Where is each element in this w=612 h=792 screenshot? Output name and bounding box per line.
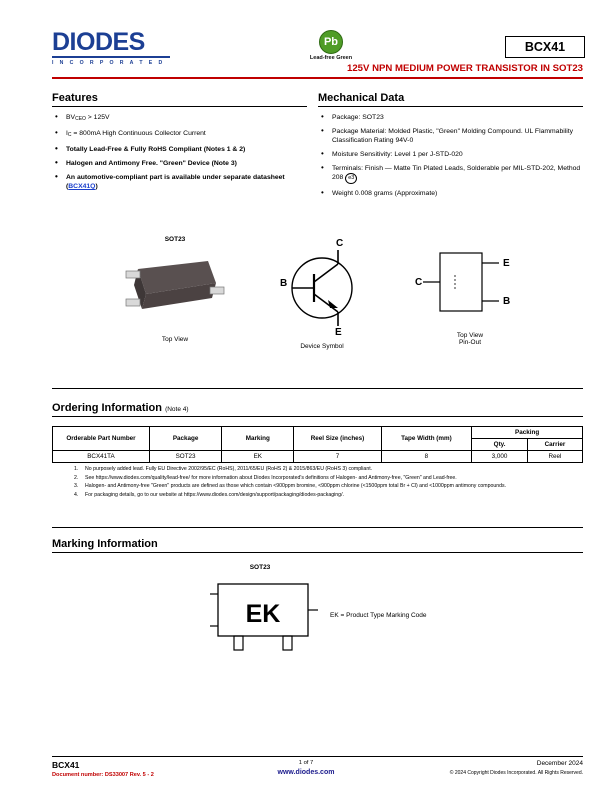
footer-copyright: © 2024 Copyright Diodes Incorporated. All Rights Reserved.: [449, 770, 583, 776]
note-number: 2.: [74, 474, 79, 481]
cell-part-number: BCX41TA: [53, 451, 150, 463]
cell-qty: 3,000: [472, 451, 528, 463]
features-rule: [52, 106, 307, 107]
title-divider: [52, 77, 583, 79]
marking-package-label: SOT23: [249, 564, 271, 571]
device-symbol-caption: Device Symbol: [300, 343, 344, 350]
list-item: • Halogen and Antimony Free. "Green" Device (Note 3): [52, 159, 307, 168]
package-label: SOT23: [164, 236, 186, 243]
svg-text:E: E: [335, 327, 342, 336]
table-header-row: [53, 427, 583, 439]
diodes-logo: [52, 30, 172, 66]
ordering-heading: [52, 402, 583, 414]
list-item: • Package Material: Molded Plastic, "Green" Molding Compound. UL Flammability Classification Rating 94V-0: [318, 127, 583, 145]
note-item: [74, 466, 583, 473]
lead-free-caption: Lead-free Green: [309, 55, 353, 61]
col-reel-size: Reel Size (inches): [294, 427, 381, 451]
part-number-box: BCX41: [505, 36, 585, 58]
footer-website-link[interactable]: www.diodes.com: [277, 769, 335, 776]
svg-text:B: B: [280, 278, 288, 289]
marking-legend: EK = Product Type Marking Code: [330, 612, 427, 619]
svg-text:C: C: [415, 277, 423, 288]
mechanical-heading: Mechanical Data: [318, 92, 405, 104]
lead-free-badge: [296, 30, 366, 61]
mechanical-rule: [318, 106, 583, 107]
section-divider-2: [52, 527, 583, 528]
ordering-notes: [74, 466, 583, 500]
svg-text:B: B: [503, 296, 511, 307]
note-number: 3.: [74, 483, 79, 489]
cell-reel-size: 7: [294, 451, 381, 463]
col-package: Package: [149, 427, 221, 451]
col-qty: Qty.: [472, 439, 528, 451]
features-section: [52, 92, 307, 196]
mechanical-section: [318, 92, 583, 203]
footer-document-number: Document number: DS33007 Rev. 5 - 2: [52, 772, 154, 778]
sot23-package-icon: [120, 249, 230, 327]
logo-subtext: I N C O R P O R A T E D: [52, 60, 165, 66]
ordering-table: [52, 426, 583, 463]
pinout-drawing: [415, 245, 525, 346]
col-marking: Marking: [222, 427, 294, 451]
marking-drawing: [198, 578, 328, 661]
cell-marking: EK: [222, 451, 294, 463]
footer-date: December 2024: [536, 760, 583, 767]
svg-text:E: E: [503, 258, 510, 269]
ordering-rule: [52, 416, 583, 417]
marking-rule: [52, 552, 583, 553]
bcx41q-link[interactable]: BCX41Q: [68, 183, 96, 190]
list-item: • Moisture Sensitivity: Level 1 per J-STD-020: [318, 150, 583, 159]
list-item: • Weight 0.008 grams (Approximate): [318, 189, 583, 198]
list-item: • $BV_{CEO} > 125V$: [52, 113, 307, 124]
col-part-number: Orderable Part Number: [53, 427, 150, 451]
list-item: • Totally Lead-Free & Fully RoHS Compliant (Notes 1 & 2): [52, 145, 307, 154]
marking-section: [52, 538, 583, 553]
sot23-pinout-icon: [415, 245, 525, 335]
list-item: • An automotive-compliant part is available under separate datasheet (BCX41Q): [52, 173, 307, 191]
col-packing: Packing: [472, 427, 583, 439]
ordering-section: [52, 402, 583, 417]
marking-package-label-wrap: [195, 564, 325, 571]
note-number: 1.: [74, 466, 79, 472]
top-view-caption: Top View: [161, 336, 189, 343]
marking-package-icon: [198, 578, 328, 656]
mechanical-list: [318, 113, 583, 198]
pinout-caption-bottom: Pin-Out: [458, 339, 482, 346]
table-row: [53, 451, 583, 463]
section-divider: [52, 388, 583, 389]
footer-right: [450, 760, 583, 776]
list-item: • Package: SOT23: [318, 113, 583, 122]
features-list: [52, 113, 307, 191]
note-text: See https://www.diodes.com/quality/lead-free/ for more information about Diodes Incorporated's definitions of Halogen- and Antimony-free, "Green" and Lead-free.: [85, 474, 457, 481]
col-tape-width: Tape Width (mm): [381, 427, 472, 451]
ordering-heading-note: (Note 4): [165, 406, 189, 413]
note-text: For packaging details, go to our website at https://www.diodes.com/design/support/packaging/diodes-packaging/.: [85, 491, 344, 498]
note-item: [74, 483, 583, 490]
svg-text:EK: EK: [245, 600, 281, 628]
device-symbol-drawing: [272, 236, 372, 350]
list-item: • Terminals: Finish — Matte Tin Plated Leads, Solderable per MIL-STD-202, Method 208 e3: [318, 164, 583, 184]
footer-part-number: BCX41: [52, 760, 80, 770]
marking-heading: Marking Information: [52, 538, 158, 550]
footer-page-number: 1 of 7: [298, 760, 314, 766]
note-number: 4.: [74, 491, 79, 498]
footer-divider: [52, 756, 583, 757]
cell-package: SOT23: [149, 451, 221, 463]
cell-tape-width: 8: [381, 451, 472, 463]
pb-free-icon: Pb: [319, 30, 343, 54]
page-title: 125V NPN MEDIUM POWER TRANSISTOR IN SOT23: [347, 63, 583, 74]
cell-carrier: Reel: [527, 451, 582, 463]
note-item: [74, 492, 583, 499]
logo-wordmark: DIODES: [52, 28, 145, 56]
note-item: [74, 475, 583, 482]
npn-transistor-symbol-icon: [272, 236, 372, 336]
pinout-caption-top: Top View: [456, 332, 484, 339]
note-text: Halogen- and Antimony-free "Green" products are defined as those which contain <900ppm bromine, <900ppm chlorine (<1500ppm total Br + Cl) and <1000ppm antimony compounds.: [85, 483, 507, 489]
package-drawing: [120, 236, 230, 343]
col-carrier: Carrier: [527, 439, 582, 451]
svg-text:C: C: [336, 238, 344, 249]
note-text: No purposely added lead. Fully EU Directive 2002/95/EC (RoHS), 2011/65/EU (RoHS 2) & 2015/863/EU (RoHS 3) compliant.: [85, 466, 373, 472]
ordering-heading-text: Ordering Information: [52, 402, 162, 414]
logo-rule: [52, 56, 170, 58]
features-heading: Features: [52, 92, 98, 104]
list-item: • $I_C = 800mA$ High Continuous Collector Current: [52, 129, 307, 140]
